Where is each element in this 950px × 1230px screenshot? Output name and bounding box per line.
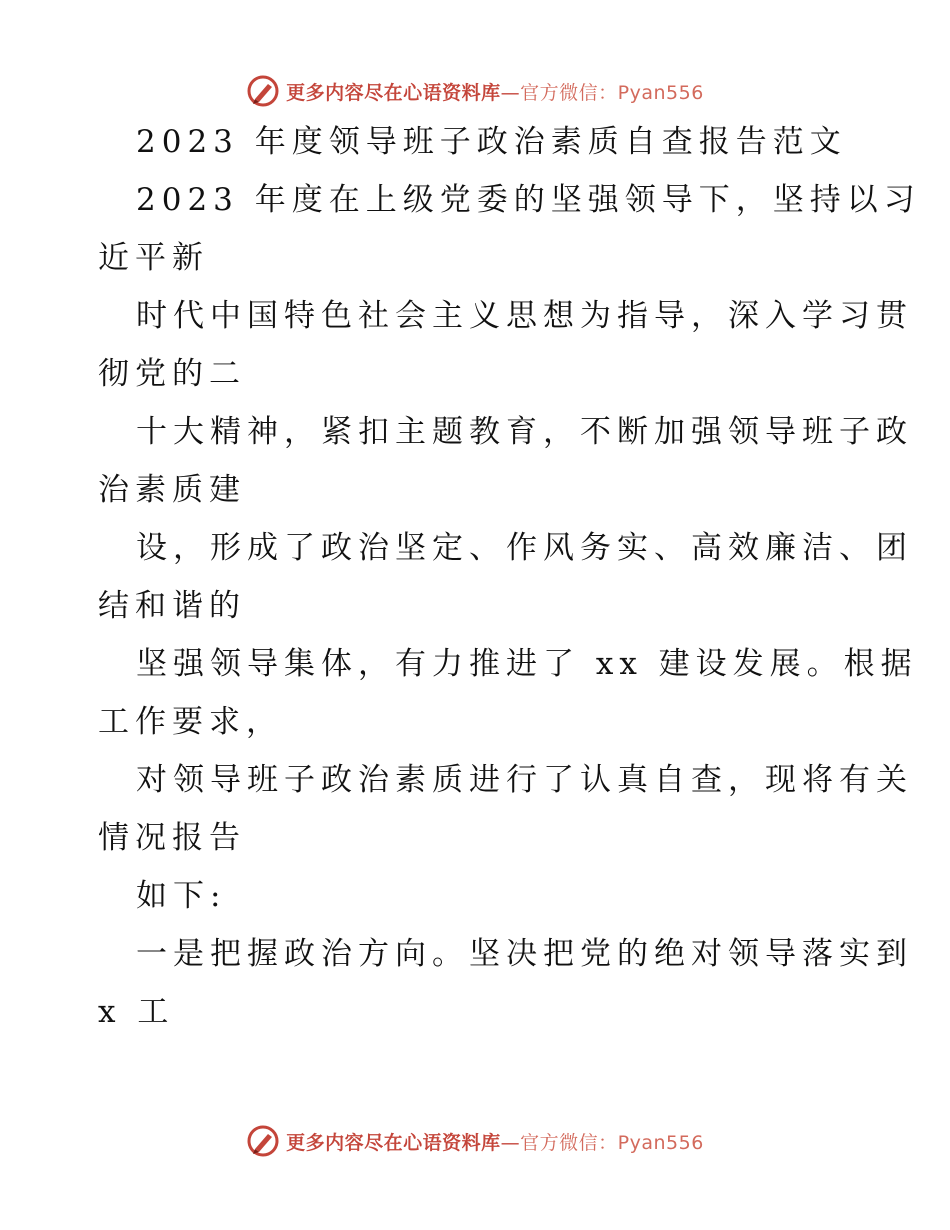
text-line: 坚强领导集体，有力推进了 xx 建设发展。根据	[136, 646, 918, 682]
watermark-brand: 更多内容尽在心语资料库	[286, 1131, 501, 1154]
text-line: 治素质建	[98, 472, 246, 508]
watermark-brand: 更多内容尽在心语资料库	[286, 81, 501, 104]
watermark-contact: 官方微信：Pyan556	[520, 1131, 704, 1154]
header-watermark	[0, 71, 950, 111]
text-line: 时代中国特色社会主义思想为指导，深入学习贯	[136, 298, 913, 334]
pen-logo-icon	[246, 74, 280, 108]
text-line: 设，形成了政治坚定、作风务实、高效廉洁、团	[136, 530, 913, 566]
footer-watermark	[0, 1121, 950, 1161]
text-line: 结和谐的	[98, 588, 246, 624]
text-line: 如下:	[136, 878, 227, 914]
text-line: 一是把握政治方向。坚决把党的绝对领导落实到	[136, 936, 913, 972]
text-line: x 工	[98, 994, 175, 1030]
text-line: 对领导班子政治素质进行了认真自查，现将有关	[136, 762, 913, 798]
watermark-dash: —	[500, 1131, 521, 1154]
text-line: 情况报告	[98, 820, 246, 856]
watermark-contact: 官方微信：Pyan556	[520, 81, 704, 104]
document-title: 2023 年度领导班子政治素质自查报告范文	[136, 124, 847, 160]
text-line: 2023 年度在上级党委的坚强领导下，坚持以习	[136, 182, 921, 218]
text-line: 十大精神，紧扣主题教育，不断加强领导班子政	[136, 414, 913, 450]
text-line: 彻党的二	[98, 356, 246, 392]
pen-logo-icon	[246, 1124, 280, 1158]
text-line: 工作要求，	[98, 704, 283, 740]
watermark-dash: —	[500, 81, 521, 104]
text-line: 近平新	[98, 240, 209, 276]
